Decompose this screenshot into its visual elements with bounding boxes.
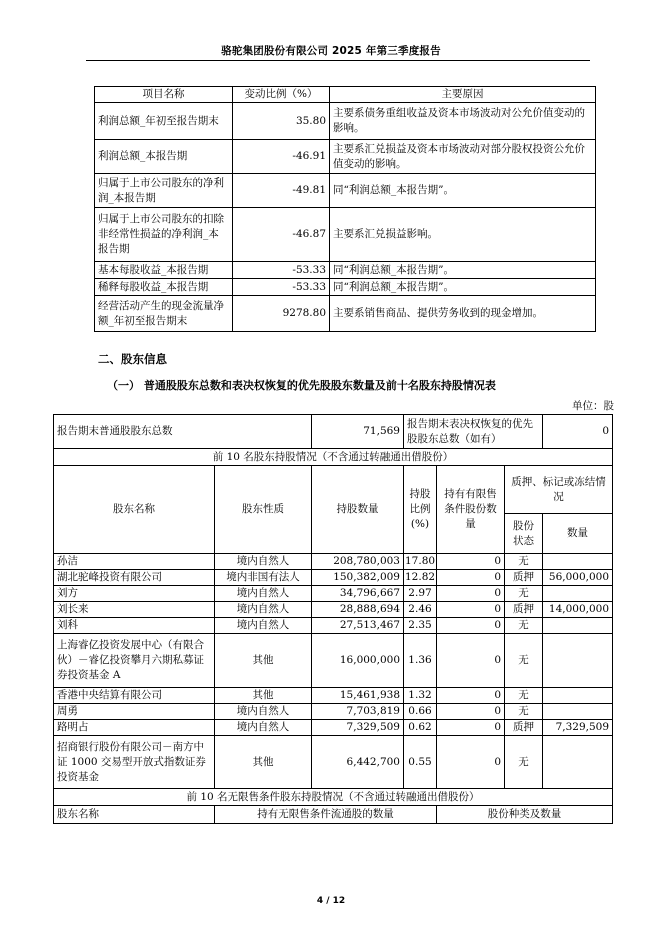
holder-pct: 1.36 (404, 634, 437, 688)
holder-restricted: 0 (437, 688, 505, 704)
table-row (54, 570, 613, 586)
holder-nature: 境内自然人 (215, 720, 312, 736)
unit-label: 单位：股 (572, 400, 614, 412)
table-row (54, 634, 613, 688)
holder-shares: 15,461,938 (312, 688, 404, 704)
col-header-reason: 主要原因 (330, 87, 596, 103)
table-row (95, 208, 596, 262)
holder-restricted: 0 (437, 634, 505, 688)
holder-nature: 境内自然人 (215, 554, 312, 570)
holder-restricted: 0 (437, 736, 505, 789)
pref-holders-label: 报告期末表决权恢复的优先股股东总数（如有） (404, 415, 543, 449)
ratio-cell: 9278.80 (233, 296, 330, 332)
holder-qty: 14,000,000 (543, 602, 613, 618)
holder-shares: 208,780,003 (312, 554, 404, 570)
holder-status: 质押 (505, 720, 543, 736)
table-row (54, 618, 613, 634)
reason-cell: 同“利润总额_本报告期”。 (330, 262, 596, 279)
holder-pct: 0.66 (404, 704, 437, 720)
holder-nature: 境内自然人 (215, 602, 312, 618)
holder-nature: 境内自然人 (215, 586, 312, 602)
reason-cell: 主要系汇兑损益影响。 (330, 208, 596, 262)
item-cell: 利润总额_本报告期 (95, 140, 233, 174)
table-row (54, 586, 613, 602)
section-title-shareholders: 二、股东信息 (98, 352, 167, 366)
holder-status: 质押 (505, 570, 543, 586)
total-holders-value: 71,569 (312, 415, 404, 449)
holder-nature: 其他 (215, 688, 312, 704)
holder-qty (543, 704, 613, 720)
holder-shares: 34,796,667 (312, 586, 404, 602)
holder-qty (543, 736, 613, 789)
holder-status: 无 (505, 554, 543, 570)
unrestricted-title: 前 10 名无限售条件股东持股情况（不含通过转融通出借股份） (54, 789, 613, 806)
col-header-status: 股份状态 (505, 514, 543, 554)
table-row (54, 688, 613, 704)
change-table-header-row (95, 87, 596, 103)
col-header-pct: 持股比例(%) (404, 466, 437, 554)
holder-shares: 7,329,509 (312, 720, 404, 736)
holder-shares: 6,442,700 (312, 736, 404, 789)
holder-nature: 境内自然人 (215, 618, 312, 634)
holder-shares: 150,382,009 (312, 570, 404, 586)
item-cell: 基本每股收益_本报告期 (95, 262, 233, 279)
holder-qty (543, 634, 613, 688)
document-header-title: 骆驼集团股份有限公司 2025 年第三季度报告 (221, 45, 441, 57)
holder-status: 质押 (505, 602, 543, 618)
table-row (95, 262, 596, 279)
top10-title-row (54, 449, 613, 466)
shareholders-table (53, 414, 613, 824)
holder-restricted: 0 (437, 554, 505, 570)
item-cell: 经营活动产生的现金流量净额_年初至报告期末 (95, 296, 233, 332)
holder-name: 湖北驼峰投资有限公司 (54, 570, 215, 586)
holders-header-row (54, 466, 613, 514)
subsection-title: （一） 普通股股东总数和表决权恢复的优先股股东数量及前十名股东持股情况表 (107, 379, 496, 392)
table-row (54, 720, 613, 736)
holder-shares: 7,703,819 (312, 704, 404, 720)
holder-name: 上海睿亿投资发展中心（有限合伙）－睿亿投资攀月六期私募证券投资基金 A (54, 634, 215, 688)
col-header-pledge: 质押、标记或冻结情况 (505, 466, 613, 514)
item-cell: 归属于上市公司股东的净利润_本报告期 (95, 174, 233, 208)
table-row (54, 736, 613, 789)
reason-cell: 同“利润总额_本报告期”。 (330, 174, 596, 208)
ratio-cell: -46.91 (233, 140, 330, 174)
reason-cell: 主要系销售商品、提供劳务收到的现金增加。 (330, 296, 596, 332)
top10-title: 前 10 名股东持股情况（不含通过转融通出借股份） (54, 449, 613, 466)
holder-status: 无 (505, 736, 543, 789)
holder-qty: 7,329,509 (543, 720, 613, 736)
holder-name: 周勇 (54, 704, 215, 720)
holder-qty (543, 586, 613, 602)
holder-nature: 其他 (215, 634, 312, 688)
col-header-qty: 数量 (543, 514, 613, 554)
holder-qty (543, 688, 613, 704)
holder-status: 无 (505, 704, 543, 720)
holder-pct: 2.35 (404, 618, 437, 634)
table-row (54, 602, 613, 618)
holder-status: 无 (505, 634, 543, 688)
holder-restricted: 0 (437, 586, 505, 602)
holder-name: 路明占 (54, 720, 215, 736)
item-cell: 稀释每股收益_本报告期 (95, 279, 233, 296)
col-header-nature: 股东性质 (215, 466, 312, 554)
total-holders-label: 报告期末普通股股东总数 (54, 415, 312, 449)
header-divider (86, 60, 590, 61)
pref-holders-value: 0 (543, 415, 613, 449)
col-header-shares: 持股数量 (312, 466, 404, 554)
holder-pct: 2.97 (404, 586, 437, 602)
col-header-unrestricted-name: 股东名称 (54, 806, 215, 824)
holder-nature: 其他 (215, 736, 312, 789)
holder-restricted: 0 (437, 570, 505, 586)
holder-qty (543, 618, 613, 634)
ratio-cell: -53.33 (233, 279, 330, 296)
holder-shares: 28,888,694 (312, 602, 404, 618)
holder-pct: 12.82 (404, 570, 437, 586)
holder-status: 无 (505, 586, 543, 602)
col-header-unrestricted-shares: 持有无限售条件流通股的数量 (215, 806, 437, 824)
holder-name: 孙洁 (54, 554, 215, 570)
holder-name: 刘长来 (54, 602, 215, 618)
ratio-cell: -53.33 (233, 262, 330, 279)
ratio-cell: 35.80 (233, 103, 330, 140)
table-row (54, 554, 613, 570)
total-holders-row (54, 415, 613, 449)
table-row (95, 174, 596, 208)
unrestricted-title-row (54, 789, 613, 806)
holder-shares: 27,513,467 (312, 618, 404, 634)
holder-qty (543, 554, 613, 570)
holder-pct: 1.32 (404, 688, 437, 704)
change-reasons-table (94, 86, 596, 332)
col-header-name: 股东名称 (54, 466, 215, 554)
unrestricted-header-row (54, 806, 613, 824)
holder-restricted: 0 (437, 618, 505, 634)
holder-status: 无 (505, 688, 543, 704)
page-number: 4 / 12 (316, 896, 346, 906)
reason-cell: 主要系债务重组收益及资本市场波动对公允价值变动的影响。 (330, 103, 596, 140)
holder-restricted: 0 (437, 720, 505, 736)
ratio-cell: -49.81 (233, 174, 330, 208)
item-cell: 利润总额_年初至报告期末 (95, 103, 233, 140)
table-row (95, 140, 596, 174)
holder-name: 刘方 (54, 586, 215, 602)
holder-name: 刘科 (54, 618, 215, 634)
holder-restricted: 0 (437, 602, 505, 618)
holder-name: 香港中央结算有限公司 (54, 688, 215, 704)
col-header-unrestricted-type: 股份种类及数量 (437, 806, 613, 824)
holder-pct: 2.46 (404, 602, 437, 618)
col-header-item: 项目名称 (95, 87, 233, 103)
table-row (95, 103, 596, 140)
col-header-ratio: 变动比例（%） (233, 87, 330, 103)
col-header-restricted: 持有有限售条件股份数量 (437, 466, 505, 554)
table-row (54, 704, 613, 720)
ratio-cell: -46.87 (233, 208, 330, 262)
holder-pct: 0.55 (404, 736, 437, 789)
holder-pct: 0.62 (404, 720, 437, 736)
holder-nature: 境内自然人 (215, 704, 312, 720)
holder-name: 招商银行股份有限公司－南方中证 1000 交易型开放式指数证券投资基金 (54, 736, 215, 789)
holder-nature: 境内非国有法人 (215, 570, 312, 586)
item-cell: 归属于上市公司股东的扣除非经常性损益的净利润_本报告期 (95, 208, 233, 262)
holder-shares: 16,000,000 (312, 634, 404, 688)
reason-cell: 同“利润总额_本报告期”。 (330, 279, 596, 296)
table-row (95, 296, 596, 332)
reason-cell: 主要系汇兑损益及资本市场波动对部分股权投资公允价值变动的影响。 (330, 140, 596, 174)
table-row (95, 279, 596, 296)
holder-restricted: 0 (437, 704, 505, 720)
holder-status: 无 (505, 618, 543, 634)
holder-pct: 17.80 (404, 554, 437, 570)
holder-qty: 56,000,000 (543, 570, 613, 586)
